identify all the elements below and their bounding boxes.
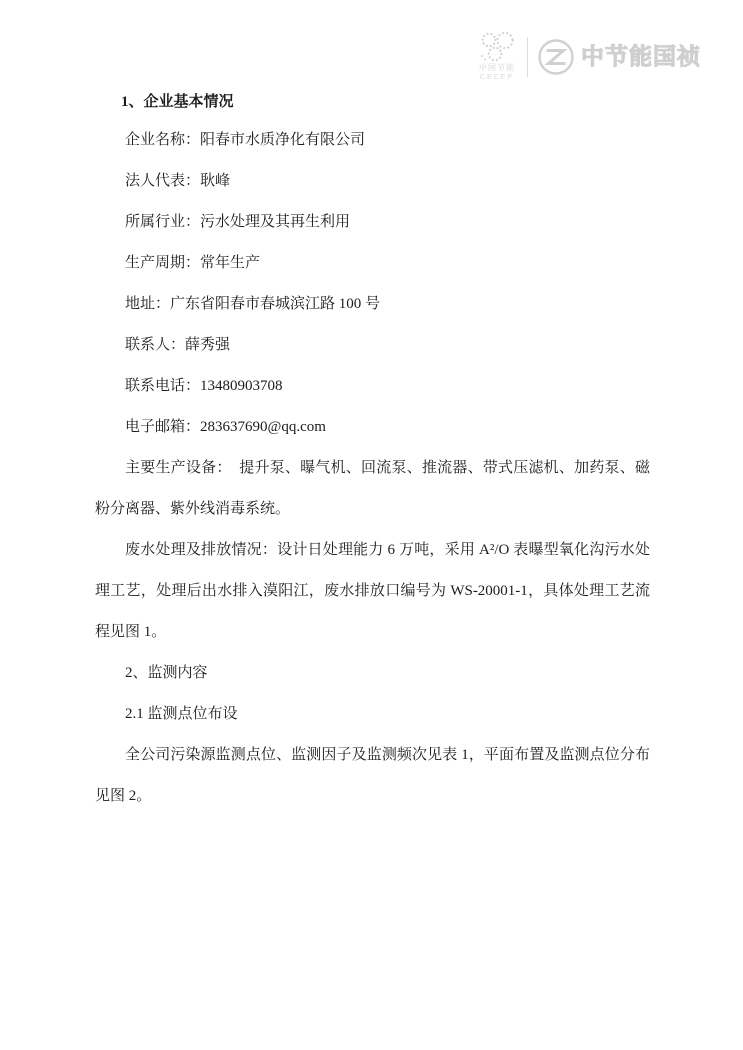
address-line: 地址：广东省阳春市春城滨江路 100 号 (125, 296, 381, 312)
cecep-rings-icon (476, 31, 518, 63)
header-logo (476, 31, 701, 82)
company-name-line: 企业名称：阳春市水质净化有限公司 (125, 132, 366, 148)
legal-representative-line: 法人代表：耿峰 (125, 173, 231, 189)
section1-title: 1、企业基本情况 (121, 94, 234, 110)
cecep-cn-label: 中国节能 (479, 63, 515, 72)
monitoring-paragraph: 全公司污染源监测点位、监测因子及监测频次见表 1，平面布置及监测点位分布见图 2。 (95, 747, 650, 804)
industry-line: 所属行业：污水处理及其再生利用 (125, 214, 351, 230)
guozhen-z-icon (537, 38, 575, 76)
document-content (95, 84, 650, 817)
logo-divider (527, 37, 528, 77)
cecep-logo (476, 31, 518, 82)
cecep-en-label: CECEP (479, 74, 515, 81)
section2-title: 2、监测内容 (125, 665, 208, 681)
contact-phone-line: 联系电话：13480903708 (125, 378, 283, 394)
brand-name-label: 中节能国祯 (581, 43, 701, 69)
contact-person-line: 联系人：薛秀强 (125, 337, 231, 353)
wastewater-paragraph: 废水处理及排放情况：设计日处理能力 6 万吨，采用 A²/O 表曝型氧化沟污水处理工艺，处理后出水排入漠阳江，废水排放口编号为 WS-20001-1，具体处理工艺流程见图 1。 (95, 542, 650, 640)
email-line: 电子邮箱：283637690@qq.com (125, 419, 326, 435)
section2-1-title: 2.1 监测点位布设 (125, 706, 238, 722)
equipment-paragraph: 主要生产设备： 提升泵、曝气机、回流泵、推流器、带式压滤机、加药泵、磁粉分离器、紫外线消毒系统。 (95, 460, 650, 517)
production-cycle-line: 生产周期：常年生产 (125, 255, 261, 271)
